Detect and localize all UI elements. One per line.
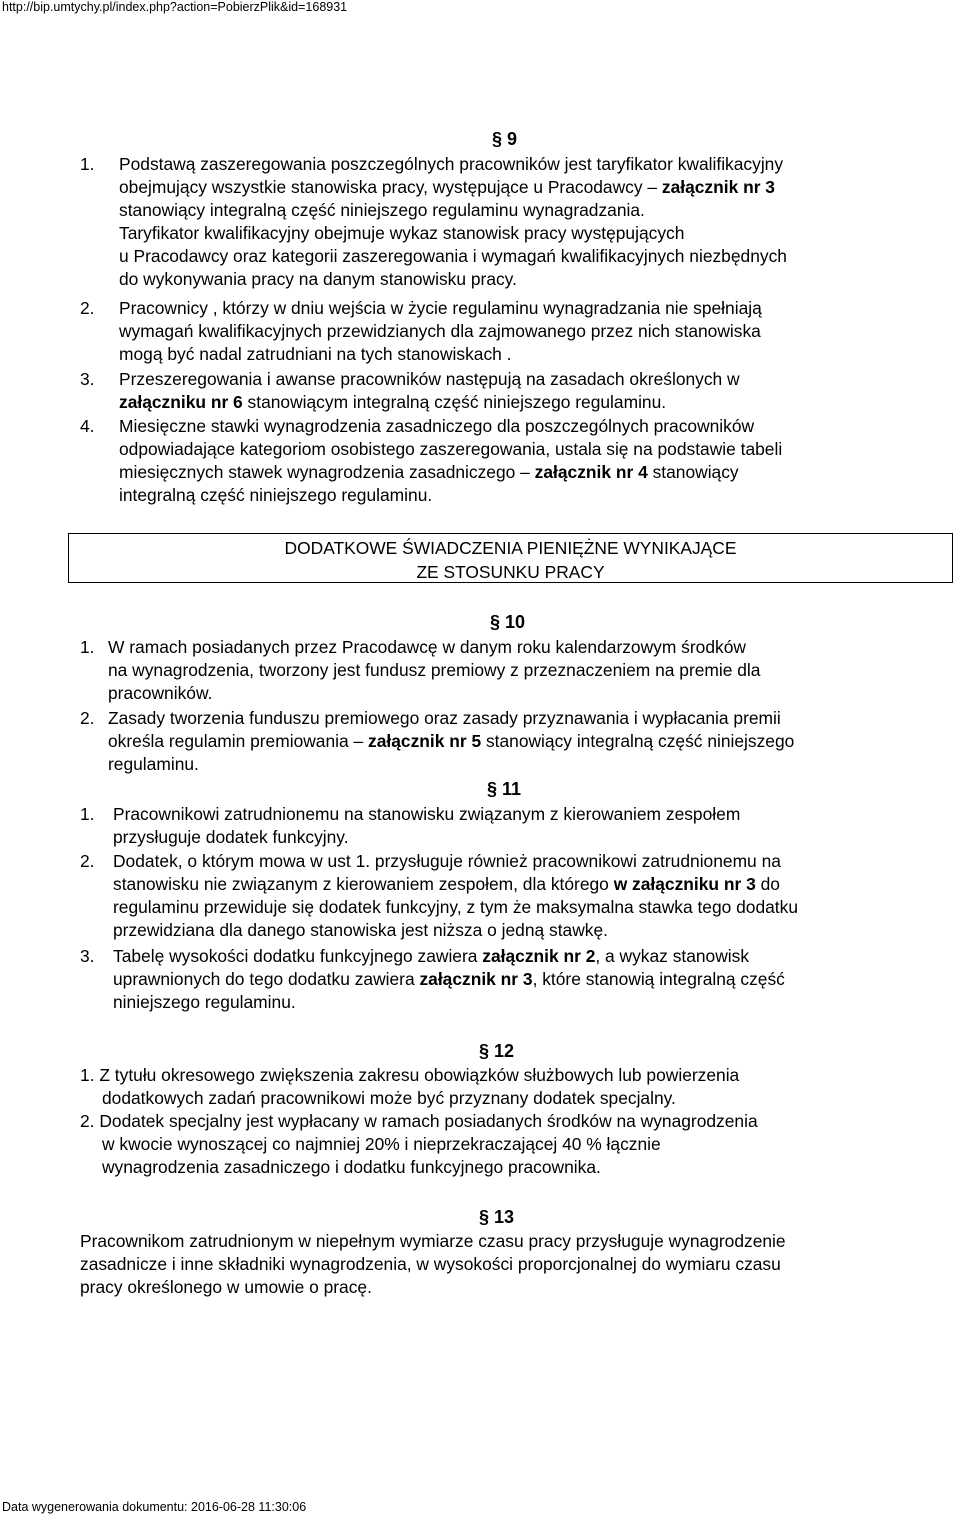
s12-body — [80, 1064, 960, 1179]
text-line: regulaminu. — [108, 754, 199, 774]
item-number: 2. — [80, 298, 95, 318]
text-line: Dodatek, o którym mowa w ust 1. przysługuje również pracownikowi zatrudnionemu na — [113, 851, 781, 871]
text-line: stanowiący integralną część niniejszego regulaminu wynagradzania. — [119, 200, 645, 220]
box-heading-line: DODATKOWE ŚWIADCZENIA PIENIĘŻNE WYNIKAJĄCE — [284, 538, 737, 558]
text-line: w kwocie wynoszącej co najmniej 20% i nieprzekraczającej 40 % łącznie — [102, 1134, 661, 1154]
page-url: http://bip.umtychy.pl/index.php?action=PobierzPlik&id=168931 — [2, 0, 348, 14]
text-line: pracy określonego w umowie o pracę. — [80, 1277, 372, 1297]
section-heading-box — [68, 533, 953, 583]
text-line: regulaminu przewiduje się dodatek funkcyjny, z tym że maksymalna stawka tego dodatku — [113, 897, 799, 917]
text-line: Pracownikowi zatrudnionemu na stanowisku związanym z kierowaniem zespołem — [113, 804, 741, 824]
section-11-heading: § 11 — [487, 779, 522, 799]
text-line: integralną część niniejszego regulaminu. — [119, 485, 433, 505]
item-number: 3. — [80, 946, 95, 966]
text-line: przewidziana dla danego stanowiska jest niższa o jedną stawkę. — [113, 920, 608, 940]
text-line: miesięcznych stawek wynagrodzenia zasadniczego – załącznik nr 4 stanowiący — [119, 462, 739, 482]
text-line: wymagań kwalifikacyjnych przewidzianych dla zajmowanego przez nich stanowiska — [119, 321, 761, 341]
text-line: u Pracodawcy oraz kategorii zaszeregowania i wymagań kwalifikacyjnych niezbędnych — [119, 246, 787, 266]
text-line: dodatkowych zadań pracownikowi może być przyznany dodatek specjalny. — [102, 1088, 676, 1108]
text-line: Zasady tworzenia funduszu premiowego oraz zasady przyznawania i wypłacania premii — [108, 708, 781, 728]
text-line: Tabelę wysokości dodatku funkcyjnego zawiera załącznik nr 2, a wykaz stanowisk — [113, 946, 750, 966]
item-number: 2. — [80, 708, 95, 728]
text-line: obejmujący wszystkie stanowiska pracy, występujące u Pracodawcy – załącznik nr 3 — [119, 177, 775, 197]
text-line: Taryfikator kwalifikacyjny obejmuje wykaz stanowisk pracy występujących — [119, 223, 685, 243]
text-line: niniejszego regulaminu. — [113, 992, 296, 1012]
text-line: mogą być nadal zatrudniani na tych stanowiskach . — [119, 344, 512, 364]
item-number: 2. — [80, 851, 95, 871]
item-number: 1. — [80, 154, 95, 174]
text-line: pracowników. — [108, 683, 213, 703]
text-line: na wynagrodzenia, tworzony jest fundusz premiowy z przeznaczeniem na premie dla — [108, 660, 761, 680]
text-line: załączniku nr 6 stanowiącym integralną część niniejszego regulaminu. — [119, 392, 667, 412]
section-9-heading: § 9 — [492, 129, 518, 149]
section-sign-icon: § — [492, 129, 503, 149]
item-number: 1. — [80, 804, 95, 824]
section-sign-icon: § — [479, 1041, 490, 1061]
item-number: 4. — [80, 416, 95, 436]
box-heading-line: ZE STOSUNKU PRACY — [416, 562, 605, 582]
text-line: stanowisku nie związanym z kierowaniem zespołem, dla którego w załączniku nr 3 do — [113, 874, 780, 894]
section-13-heading: § 13 — [479, 1207, 515, 1227]
item-number: 1. — [80, 637, 95, 657]
s13-body — [80, 1230, 960, 1299]
text-line: uprawnionych do tego dodatku zawiera załącznik nr 3, które stanowią integralną część — [113, 969, 785, 989]
section-sign-icon: § — [479, 1207, 490, 1227]
text-line: Przeszeregowania i awanse pracowników następują na zasadach określonych w — [119, 369, 740, 389]
item-number: 3. — [80, 369, 95, 389]
text-line: W ramach posiadanych przez Pracodawcę w danym roku kalendarzowym środków — [108, 637, 746, 657]
section-sign-icon: § — [490, 612, 501, 632]
section-sign-icon: § — [487, 779, 498, 799]
text-line: Pracownicy , którzy w dniu wejścia w życie regulaminu wynagradzania nie spełniają — [119, 298, 762, 318]
text-line: odpowiadające kategoriom osobistego zaszeregowania, ustala się na podstawie tabeli — [119, 439, 783, 459]
section-10-heading: § 10 — [490, 612, 526, 632]
text-line: zasadnicze i inne składniki wynagrodzenia, w wysokości proporcjonalnej do wymiaru czasu — [80, 1254, 781, 1274]
text-line: 1. Z tytułu okresowego zwiększenia zakresu obowiązków służbowych lub powierzenia — [80, 1065, 740, 1085]
text-line: Podstawą zaszeregowania poszczególnych pracowników jest taryfikator kwalifikacyjny — [119, 154, 784, 174]
text-line: 2. Dodatek specjalny jest wypłacany w ramach posiadanych środków na wynagrodzenia — [80, 1111, 758, 1131]
text-line: Miesięczne stawki wynagrodzenia zasadniczego dla poszczególnych pracowników — [119, 416, 755, 436]
section-12-heading: § 12 — [479, 1041, 515, 1061]
text-line: wynagrodzenia zasadniczego i dodatku funkcyjnego pracownika. — [102, 1157, 601, 1177]
text-line: przysługuje dodatek funkcyjny. — [113, 827, 349, 847]
generation-date: Data wygenerowania dokumentu: 2016-06-28 11:30:06 — [2, 1500, 307, 1514]
text-line: do wykonywania pracy na danym stanowisku pracy. — [119, 269, 517, 289]
text-line: określa regulamin premiowania – załącznik nr 5 stanowiący integralną część niniejszego — [108, 731, 795, 751]
text-line: Pracownikom zatrudnionym w niepełnym wymiarze czasu pracy przysługuje wynagrodzenie — [80, 1231, 786, 1251]
